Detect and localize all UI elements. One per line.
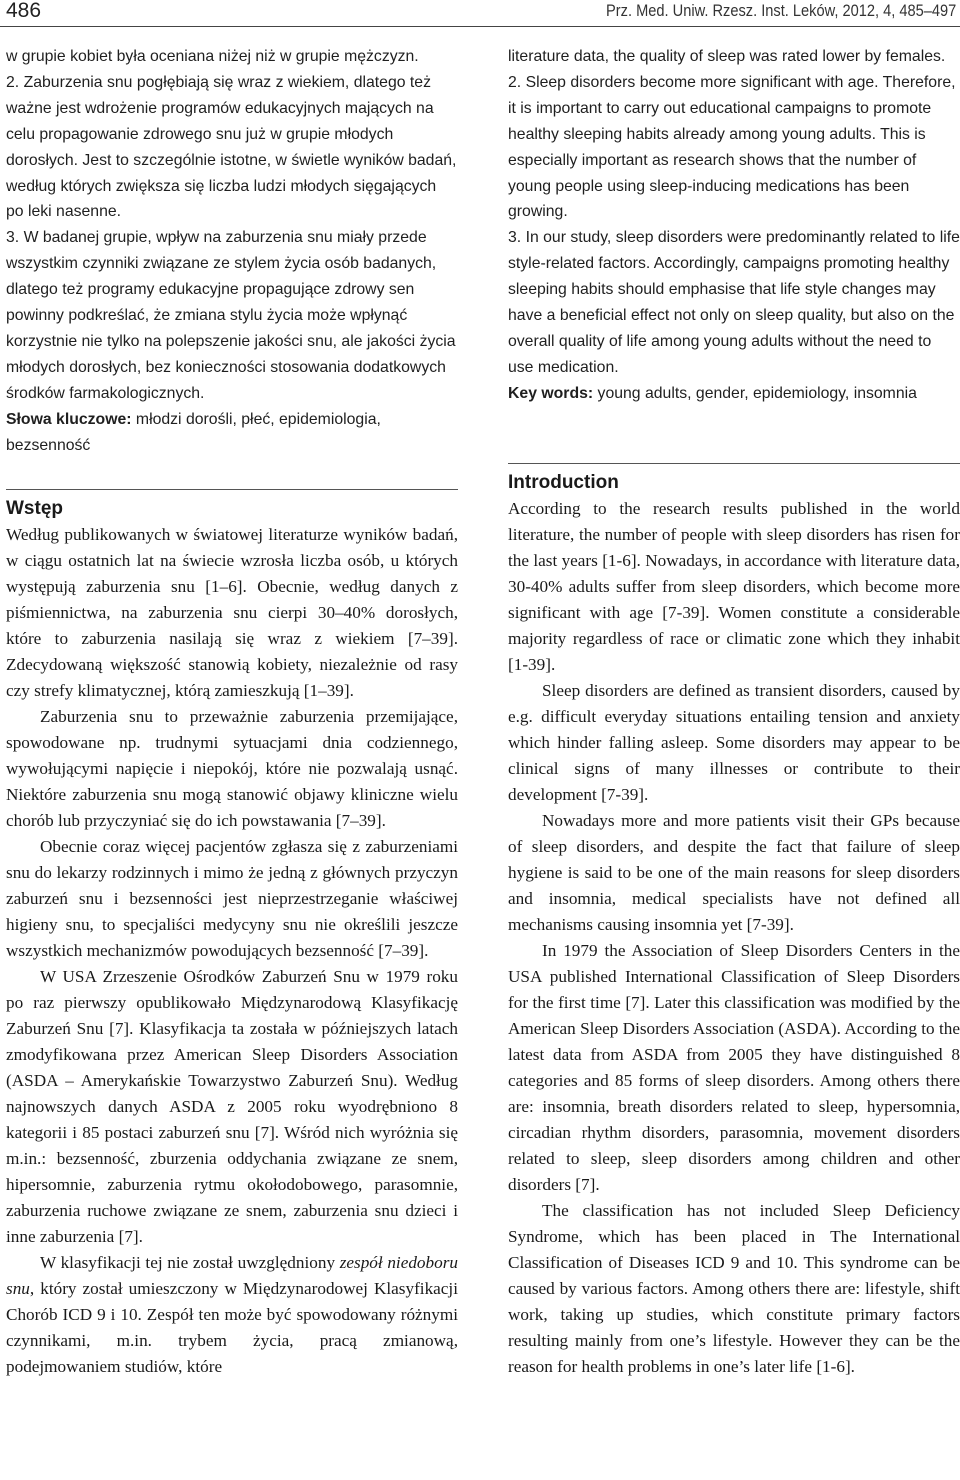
polish-abstract-conclusions	[6, 44, 458, 459]
polish-column	[6, 44, 458, 1380]
polish-text-run: W klasyfikacji tej nie został uwzględniony	[40, 1252, 340, 1272]
polish-abstract-paragraph: 3. W badanej grupie, wpływ na zaburzenia snu miały przede wszystkim czynniki związane ze stylem życia osób badanych, dlatego też programy edukacyjne propagujące zdrowy sen powinny podkreślać, że zmiana stylu życia może wpłynąć korzystnie nie tylko na polepszenie jakości snu, ale jakości życia młodych dorosłych, bez konieczności stosowania dodatkowych środków farmakologicznych.	[6, 229, 456, 402]
english-body-paragraph: In 1979 the Association of Sleep Disorders Centers in the USA published International Classification of Sleep Disorders for the first time [7]. Later this classification was modified by the American Sleep Disorders Association (ASDA). According to the latest data from ASDA from 2005 they have distinguished 8 categories and 85 forms of sleep disorders. Among others there are: insomnia, breath disorders related to sleep, hypersomnia, circadian rhythm disorders, parasomnia, movement disorders related to sleep, sleep disorders among children and other disorders [7].	[508, 940, 960, 1194]
polish-italic-term: zespół niedoboru snu	[6, 1252, 458, 1298]
english-abstract-conclusions	[508, 44, 960, 407]
english-column	[508, 44, 960, 1380]
polish-keywords-text: młodzi dorośli, płeć, epidemiologia, bezsenność	[6, 410, 381, 454]
english-body-paragraph: According to the research results published in the world literature, the number of people with sleep disorders has risen for the last years [1-6]. Nowadays, in accordance with literature data, 30-40% adults suffer from sleep disorders, which become more significant with age [7-39]. Women constitute a considerable majority regardless of race or climatic zone which they inhabit [1-39].	[508, 498, 960, 674]
english-body-paragraph: Nowadays more and more patients visit their GPs because of sleep disorders, and despite the fact that failure of sleep hygiene is said to be one of the main reasons for sleep disorders and insomnia, medical specialists have not defined all mechanisms causing insomnia yet [7-39].	[508, 810, 960, 934]
polish-body-paragraph: Zaburzenia snu to przeważnie zaburzenia przemijające, spowodowane np. trudnymi sytuacjami dnia codziennego, wywołującymi napięcie i niepokój, które nie pozwalają usnąć. Niektóre zaburzenia snu mogą stanowić objawy kliniczne wielu chorób lub przyczyniać się do ich powstawania [7–39].	[6, 706, 458, 830]
polish-body	[6, 522, 458, 1380]
english-body-paragraph: Sleep disorders are defined as transient disorders, caused by e.g. difficult everyday situations entailing tension and anxiety which hinder falling asleep. Some disorders may appear to be clinical signs of many illnesses or contribute to their development [7-39].	[508, 680, 960, 804]
english-keywords-label: Key words:	[508, 384, 594, 402]
english-abstract-paragraph: literature data, the quality of sleep was rated lower by females.	[508, 48, 946, 65]
polish-keywords-label: Słowa kluczowe:	[6, 410, 132, 428]
english-keywords-text: young adults, gender, epidemiology, insomnia	[593, 384, 917, 402]
running-head: Prz. Med. Uniw. Rzesz. Inst. Leków, 2012, 4, 485–497	[605, 1, 956, 20]
polish-body-paragraph	[6, 1250, 458, 1380]
polish-text-run: , który został umieszczony w Międzynarodowej Klasyfikacji Chorób ICD 9 i 10. Zespół ten może być spowodowany różnymi czynnikami, m.in. trybem życia, pracą zmianową, podejmowaniem studiów, które	[6, 1278, 458, 1376]
english-body	[508, 496, 960, 1380]
polish-keywords	[6, 407, 458, 459]
polish-body-paragraph: W USA Zrzeszenie Ośrodków Zaburzeń Snu w 1979 roku po raz pierwszy opublikowało Międzynarodową Klasyfikację Zaburzeń Snu [7]. Klasyfikacja ta została w późniejszych latach zmodyfikowana przez American Sleep Disorders Association (ASDA – Amerykańskie Towarzystwo Zaburzeń Snu). Według najnowszych danych ASDA z 2005 roku wyodrębniono 8 kategorii i 85 postaci zaburzeń snu [7]. Wśród nich wyróżnia się m.in.: bezsenność, zburzenia oddychania związane ze snem, hipersomnie, zaburzenia rytmu okołodobowego, parasomnie, zaburzenia ruchowe związane ze snem, zaburzenia snu dzieci i inne zaburzenia [7].	[6, 966, 458, 1246]
polish-abstract-paragraph: w grupie kobiet była oceniana niżej niż w grupie mężczyzn.	[6, 48, 419, 65]
english-section-title: Introduction	[508, 471, 619, 493]
polish-body-paragraph: Według publikowanych w światowej literaturze wyników badań, w ciągu ostatnich lat na świecie wzrosła liczba osób, u których występują zaburzenia snu [1–6]. Obecnie, według danych z piśmiennictwa, na zaburzenia snu cierpi 30–40% dorosłych, które to zaburzenia nasilają się wraz z wiekiem [7–39]. Zdecydowaną większość stanowią kobiety, niezależnie od rasy czy strefy klimatycznej, którą zamieszkują [1–39].	[6, 524, 458, 700]
english-keywords	[508, 381, 960, 407]
english-body-paragraph: The classification has not included Sleep Deficiency Syndrome, which has been placed in The International Classification of Diseases ICD 9 and 10. This syndrome can be caused by various factors. Among others there are: lifestyle, shift work, taking up studies, which constitute primary factors resulting mainly from one’s lifestyle. However they can be the reason for health problems in one’s later life [1-6].	[508, 1200, 960, 1376]
polish-section-title: Wstęp	[6, 497, 63, 519]
polish-body-paragraph: Obecnie coraz więcej pacjentów zgłasza się z zaburzeniami snu do lekarzy rodzinnych i mimo że jedną z głównych przyczyn zaburzeń snu i bezsenności jest nieprzestrzeganie właściwej higieny snu, to specjaliści medycyny snu nie określili jeszcze wszystkich mechanizmów powodujących bezsenność [7–39].	[6, 836, 458, 960]
page-number: 486	[6, 0, 42, 22]
english-abstract-paragraph: 2. Sleep disorders become more significant with age. Therefore, it is important to carry out educational campaigns to promote healthy sleeping habits already among young adults. This is especially important as research shows that the number of young people using sleep-inducing medications has been growing.	[508, 73, 956, 221]
polish-abstract-paragraph: 2. Zaburzenia snu pogłębiają się wraz z wiekiem, dlatego też ważne jest wdrożenie programów edukacyjnych mających na celu propagowanie zdrowego snu już w grupie młodych dorosłych. Jest to szczególnie istotne, w świetle wyników badań, według których zwiększa się liczba ludzi młodych sięgających po leki nasenne.	[6, 73, 457, 221]
page-header	[0, 0, 960, 27]
english-abstract-paragraph: 3. In our study, sleep disorders were predominantly related to life style-related factors. Accordingly, campaigns promoting healthy sleeping habits should emphasise that life style changes may have a beneficial effect not only on sleep quality, but also on the overall quality of life among young adults without the need to use medication.	[508, 229, 960, 376]
